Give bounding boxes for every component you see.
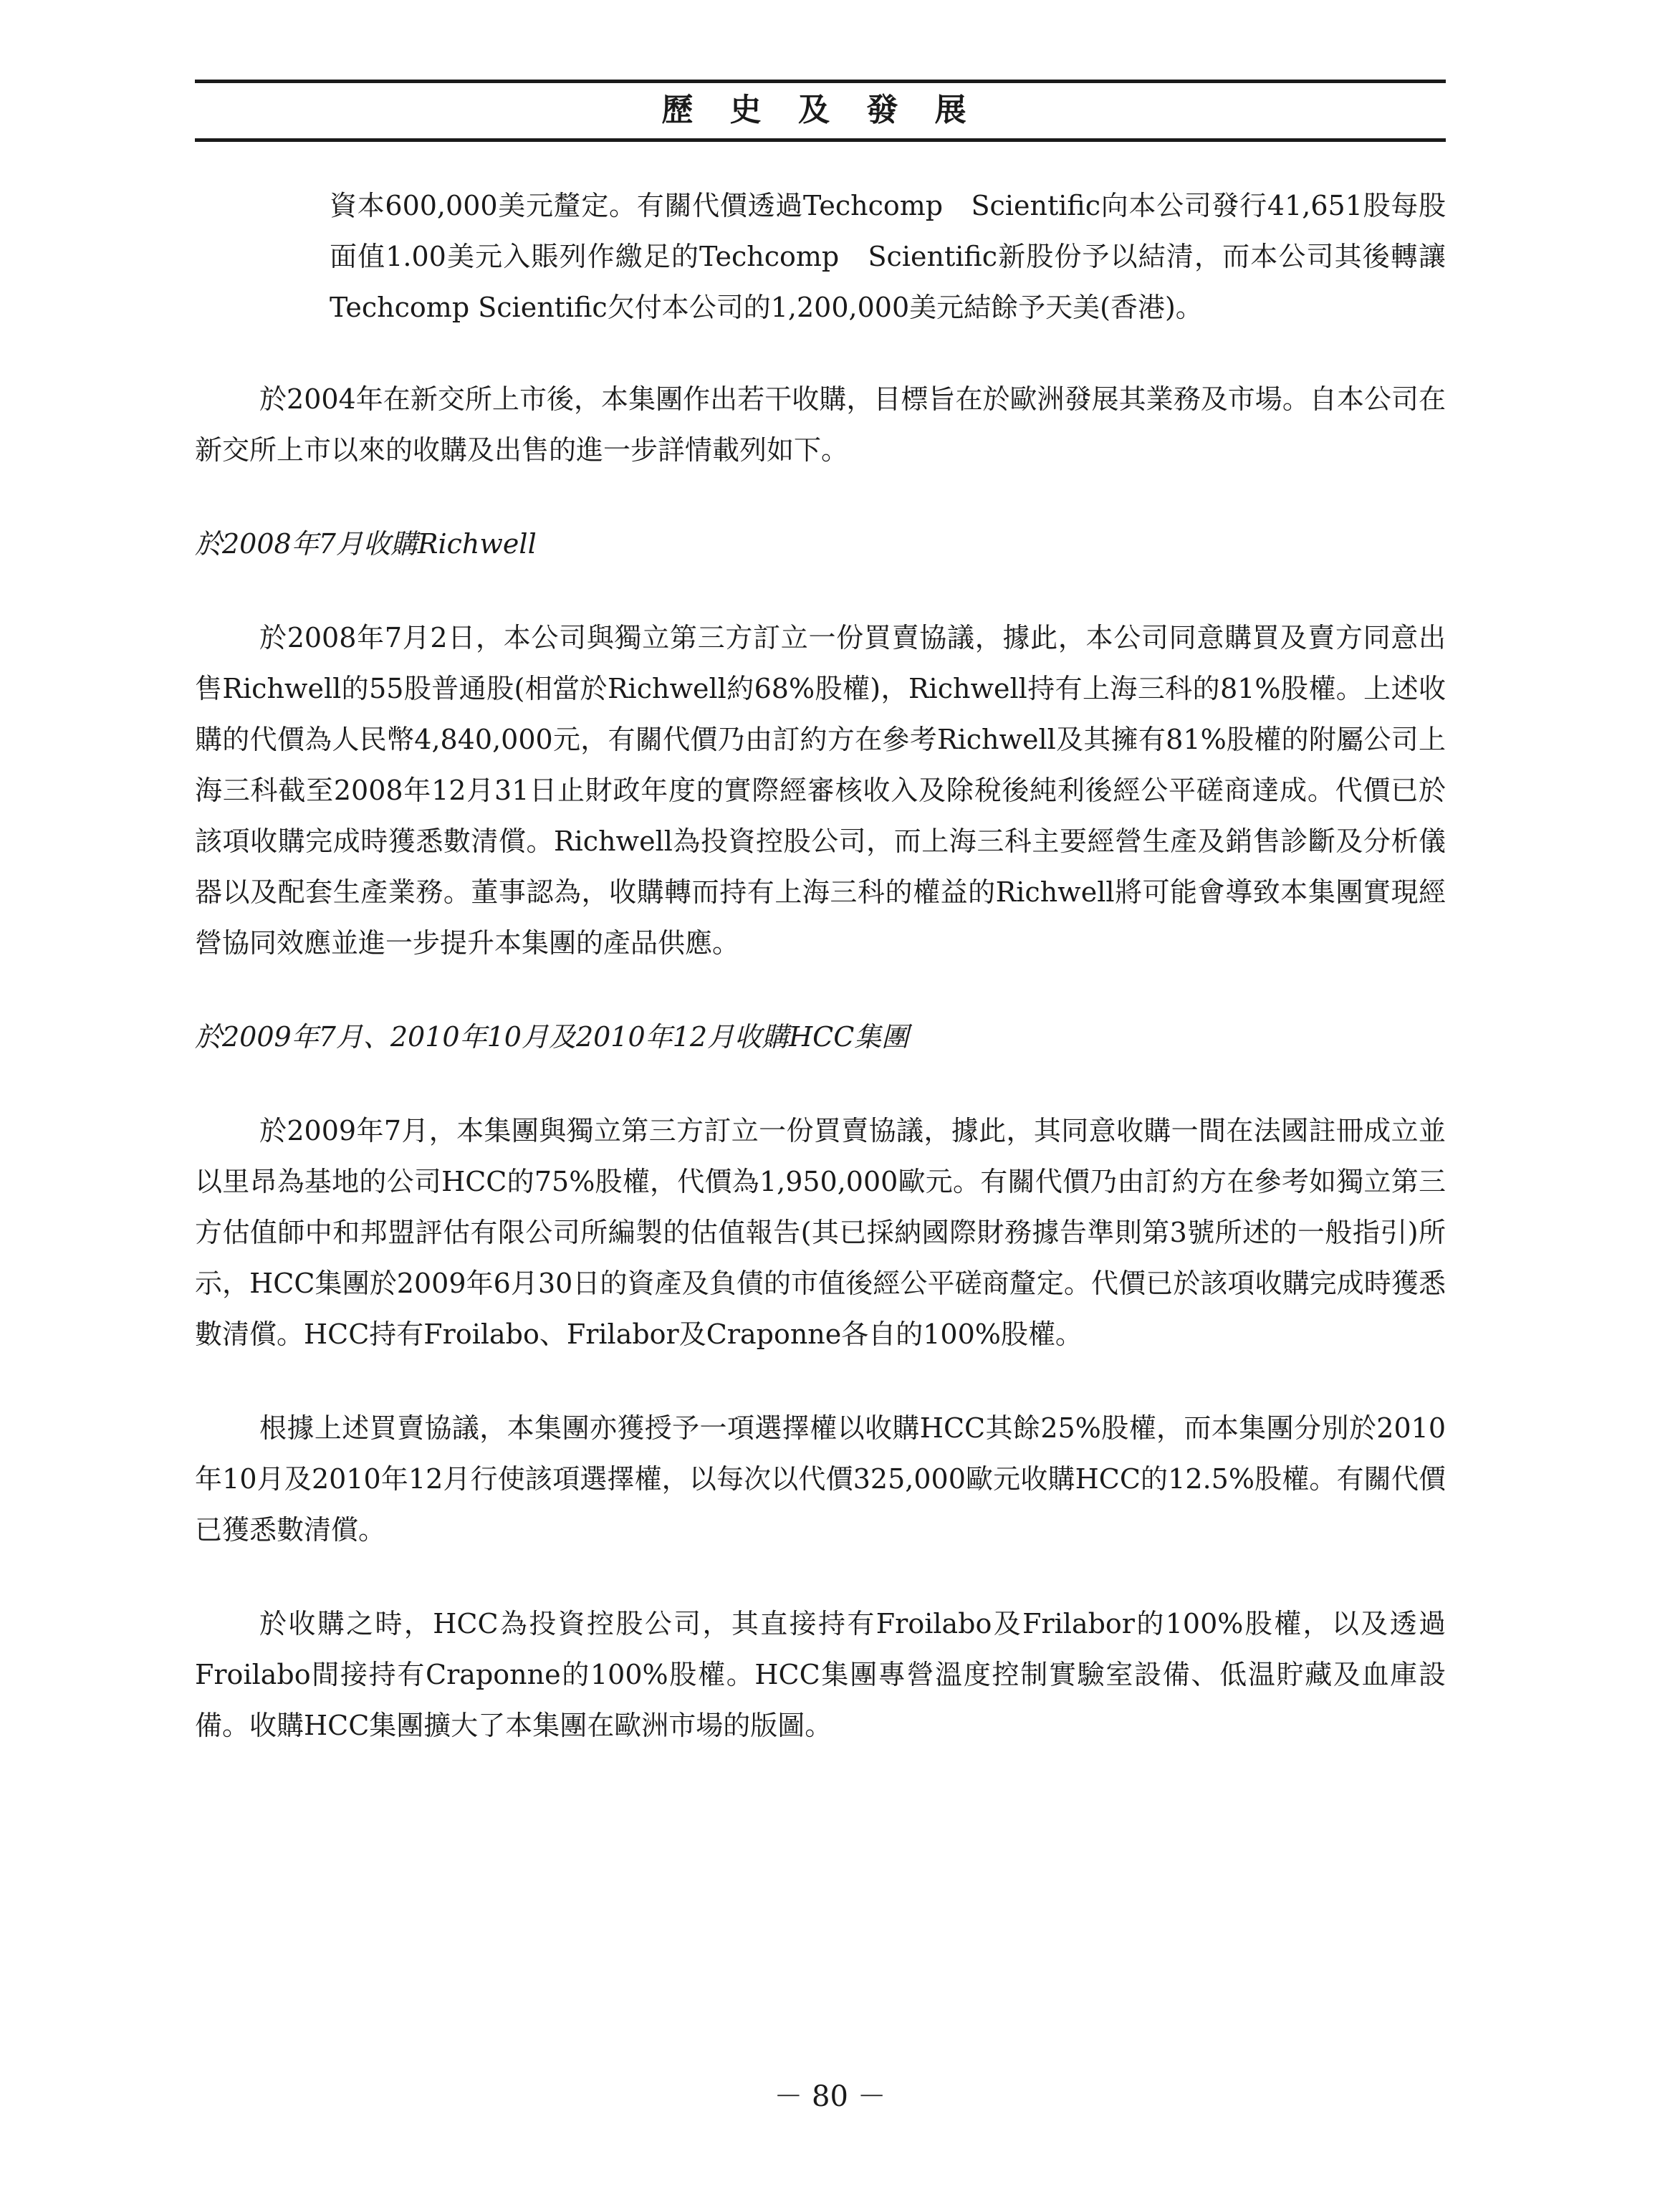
header-bottom-rule [195,138,1446,142]
hcc-subheading: 於2009年7月、2010年10月及2010年12月收購HCC集團 [195,1021,909,1053]
paragraph-gap [195,1063,1446,1106]
paragraph-gap [195,969,1446,1012]
richwell-paragraph: 於2008年7月2日，本公司與獨立第三方訂立一份買賣協議，據此，本公司同意購買及賣方同意出售Richwell的55股普通股(相當於Richwell約68%股權)，Richwell持有上海三科的81%股權。上述收購的代價為人民幣4,840,000元，有關代價乃由訂約方在參考Richwell及其擁有81%股權的附屬公司上海三科截至2008年12月31日止財政年度的實際經審核收入及除稅後純利後經公平磋商達成。代價已於該項收購完成時獲悉數清償。Richwell為投資控股公司，而上海三科主要經營生產及銷售診斷及分析儀器以及配套生產業務。董事認為，收購轉而持有上海三科的權益的Richwell將可能會導致本集團實現經營協同效應並進一步提升本集團的產品供應。 [195,622,1446,959]
paragraph-gap [195,570,1446,613]
header-top-rule [195,80,1446,83]
paragraph-gap [195,476,1446,519]
paragraph-gap [195,333,1446,374]
paragraph-gap [195,1556,1446,1599]
main-content [195,181,1446,1751]
continued-paragraph: 資本600,000美元釐定。有關代價透過Techcomp Scientific向本公司發行41,651股每股面值1.00美元入賬列作繳足的Techcomp Scientific新股份予以結清，而本公司其後轉讓Techcomp Scientific欠付本公司的1,200,000美元結餘予天美(香港)。 [330,190,1446,323]
intro-paragraph: 於2004年在新交所上市後，本集團作出若干收購，目標旨在於歐洲發展其業務及市場。自本公司在新交所上市以來的收購及出售的進一步詳情載列如下。 [195,383,1446,466]
hcc-paragraph-2: 根據上述買賣協議，本集團亦獲授予一項選擇權以收購HCC其餘25%股權，而本集團分別於2010年10月及2010年12月行使該項選擇權，以每次以代價325,000歐元收購HCC的12.5%股權。有關代價已獲悉數清償。 [195,1412,1446,1546]
paragraph-gap [195,1360,1446,1403]
page-number: － 80 － [774,2080,886,2113]
hcc-paragraph-1: 於2009年7月，本集團與獨立第三方訂立一份買賣協議，據此，其同意收購一間在法國註冊成立並以里昂為基地的公司HCC的75%股權，代價為1,950,000歐元。有關代價乃由訂約方在參考如獨立第三方估值師中和邦盟評估有限公司所編製的估值報告(其已採納國際財務據告準則第3號所述的一般指引)所示，HCC集團於2009年6月30日的資產及負債的市值後經公平磋商釐定。代價已於該項收購完成時獲悉數清償。HCC持有Froilabo、Frilabor及Craponne各自的100%股權。 [195,1115,1446,1350]
richwell-subheading: 於2008年7月收購Richwell [195,528,537,560]
page-title: 歷 史 及 發 展 [661,92,979,128]
hcc-paragraph-3: 於收購之時，HCC為投資控股公司，其直接持有Froilabo及Frilabor的100%股權，以及透過Froilabo間接持有Craponne的100%股權。HCC集團專營溫度控制實驗室設備、低温貯藏及血庫設備。收購HCC集團擴大了本集團在歐洲市場的版圖。 [195,1608,1446,1741]
